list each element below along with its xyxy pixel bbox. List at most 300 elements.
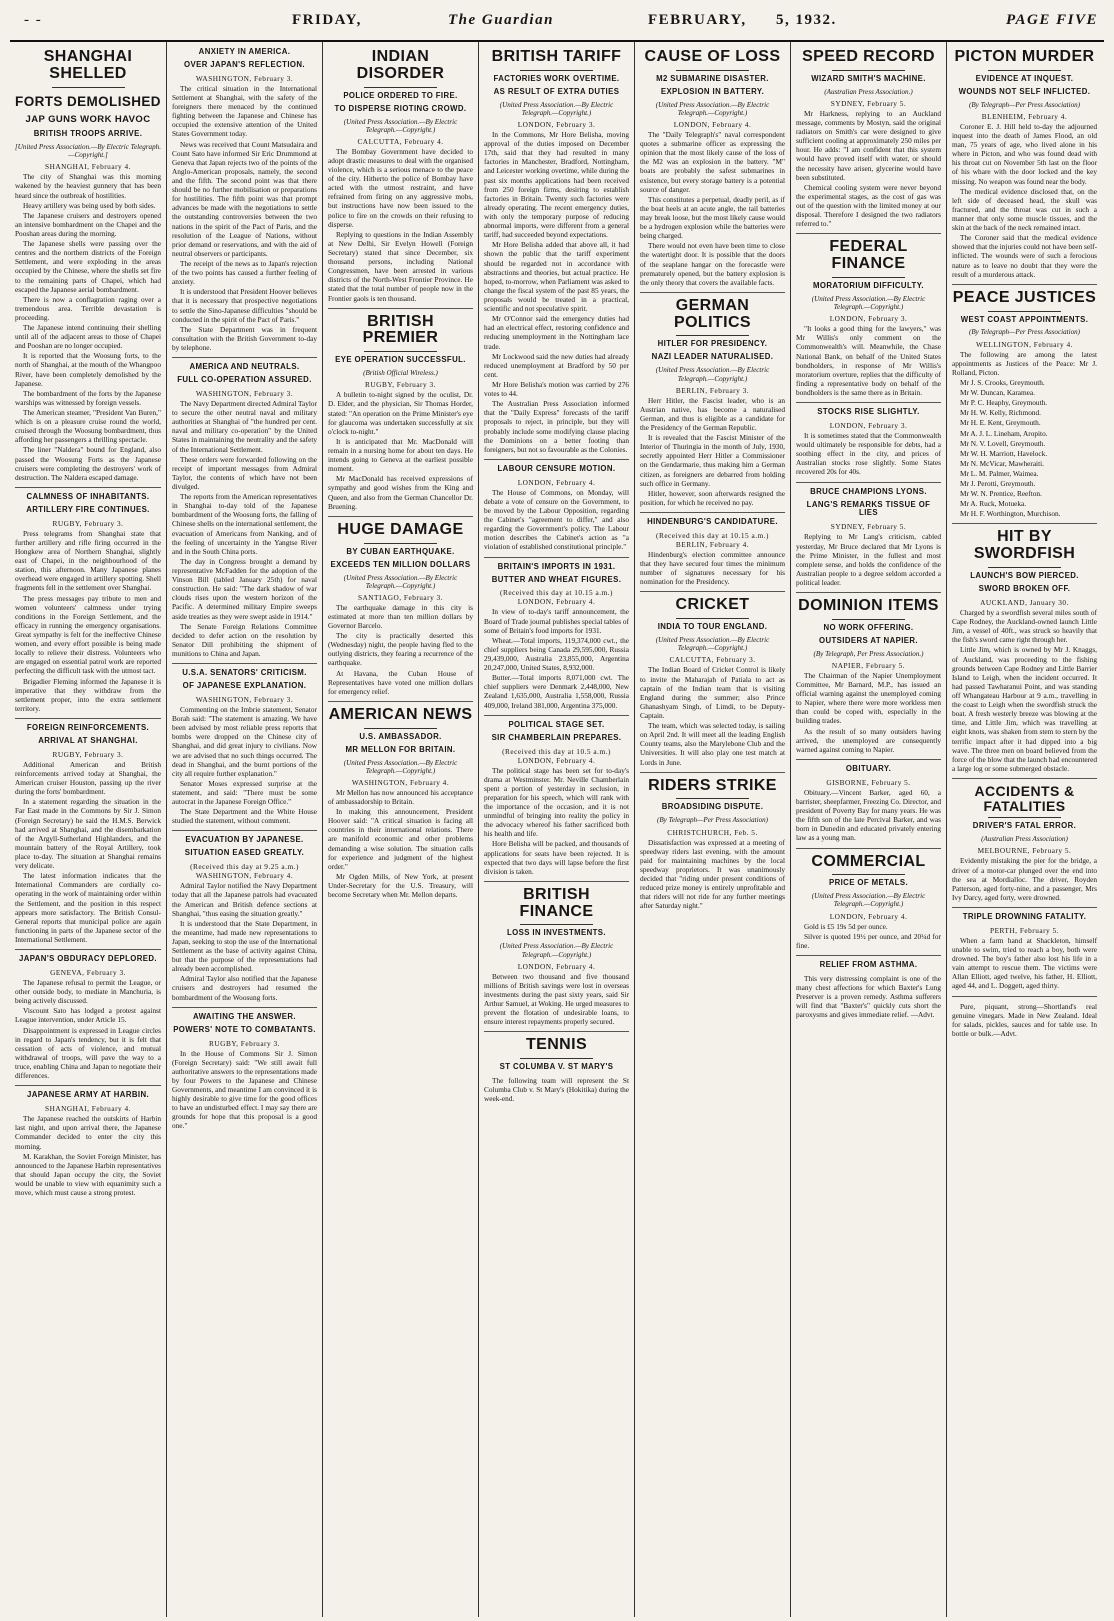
article-dateline: PERTH, February 5. bbox=[990, 925, 1059, 935]
article bbox=[172, 1013, 317, 1136]
article bbox=[796, 854, 941, 956]
article-paragraph: Mr W. H. Marriott, Havelock. bbox=[960, 448, 1048, 458]
article-subheading: M2 SUBMARINE DISASTER. bbox=[656, 73, 769, 83]
article-headline: PICTON MURDER bbox=[954, 48, 1095, 65]
article bbox=[484, 721, 629, 882]
article bbox=[796, 765, 941, 849]
headline-rule bbox=[364, 351, 437, 352]
article-paragraph: This very distressing complaint is one of the many chest affections for which Baxter's Lung Preserver is a proven remedy. Asthma sufferers will find that "Baxter's" quickly cuts short the paroxysms and gives immediate relief. —Advt. bbox=[796, 973, 941, 1020]
article-subheading: FULL CO-OPERATION ASSURED. bbox=[177, 375, 312, 385]
article-dateline: SANTIAGO, February 3. bbox=[357, 592, 444, 602]
article-subheading: STOCKS RISE SLIGHTLY. bbox=[817, 407, 920, 417]
article-paragraph: Mr Ogden Mills, of New York, at present Under-Secretary for the U.S. Treasury, will become Secretary when Mr. Mellon departs. bbox=[328, 871, 473, 900]
article-paragraph: A bulletin to-night signed by the oculist, Dr. D. Elder, and the physician, Sir Thomas Horder, stated: "An operation on the Prime Minister's eye for glaucoma was undertaken successfully at six o'clock to-night." bbox=[328, 390, 473, 436]
article-subheading: ARTILLERY FIRE CONTINUES. bbox=[26, 504, 150, 514]
article-credit: (By Telegraph—Per Press Association) bbox=[968, 328, 1081, 337]
article-paragraph: Mr H. W. Kelly, Richmond. bbox=[960, 408, 1042, 418]
headline-rule bbox=[832, 874, 905, 875]
article bbox=[796, 408, 941, 483]
article-subheading: WIZARD SMITH'S MACHINE. bbox=[811, 73, 926, 83]
article-paragraph: Press telegrams from Shanghai state that further artillery and rifle firing occurred in the Hongkew area of Northern Shanghai, slightly east of Chapei, in the neighbourhood of the station, this afternoon. Many Japanese planes overhead were engaged in artillery spotting. Shell fragments fell in the settlement over Shanghai. bbox=[15, 528, 161, 593]
article-headline: COMMERCIAL bbox=[811, 852, 926, 870]
article-headline: PEACE JUSTICES bbox=[952, 288, 1097, 306]
article-paragraph: Herr Hitler, the Fascist leader, who is an Austrian native, has become a naturalised German, and thus is eligible as a candidate for the Presidency of the German Republic. bbox=[640, 395, 785, 433]
article-subheading: LANG'S REMARKS TISSUE OF LIES bbox=[806, 499, 931, 518]
article bbox=[484, 563, 629, 716]
column-5 bbox=[634, 42, 790, 1617]
headline-rule bbox=[832, 277, 905, 278]
article-paragraph: The Japanese reached the outskirts of Harbin last night, and upon arrival there, the Japanese Commander decided to enter the city this morning. bbox=[15, 1114, 161, 1151]
article-subheading: ST COLUMBA V. ST MARY'S bbox=[499, 1062, 614, 1072]
article-subheading: EVACUATION BY JAPANESE. bbox=[185, 835, 304, 845]
column-7 bbox=[946, 42, 1102, 1617]
article-paragraph: In the House of Commons Sir J. Simon (Foreign Secretary) said: "We still await full authoritative answers to the representations made by four Powers to the Japanese and Chinese Governments, and meantime I am convinced it is highly desirable to give time for the good offices to have an undisturbed effect. I may say there are grounds for hope that this proposal is a good one." bbox=[172, 1048, 317, 1131]
article-paragraph: Mr J. S. Crooks, Greymouth. bbox=[960, 377, 1045, 387]
article-paragraph: The "Daily Telegraph's" naval correspondent quotes a submarine officer as expressing the opinion that the most likely cause of the loss of the M2 was an explosion in the battery. "M" boats are probably the safest submarines in existence, but every storage battery is a potential source of danger. bbox=[640, 130, 785, 194]
article-subheading: RELIEF FROM ASTHMA. bbox=[819, 959, 918, 969]
article bbox=[484, 887, 629, 1033]
article-paragraph: As the result of so many outsiders having arrived, the unemployed are consequently warned against coming to Napier. bbox=[796, 726, 941, 754]
article-paragraph: Commenting on the Imbrie statement, Senator Borah said: "The statement is amazing. We have been advised by most reliable press reports that bombs were dropped on the Chinese city of Shanghai, and did great injury to civilians. Now we are advised that no such things occurred. The dead in Shanghai, and the burnt portions of the city all require further explanation." bbox=[172, 704, 317, 778]
article-subheading: LABOUR CENSURE MOTION. bbox=[497, 463, 616, 473]
article-paragraph: Mr Harkness, replying to an Auckland message, comments by Mostyn, said the original radiators on Smith's car were designed to give sufficient cooling at approximately 250 miles per hour. He adds: "I am confident that this system would have proved itself with water, or should the necessity have arisen, glycerine would have been substituted. bbox=[796, 108, 941, 182]
article-paragraph: "It looks a good thing for the lawyers," was Mr Willis's only comment on the Commonwealth's will. Meanwhile, the Chase National Bank, on behalf of the United States bondholders, in response of Mr Willis's moratorium overture, replies that the difficulty of finding a representative body on behalf of the bondholders is the same there as in Britain. bbox=[796, 324, 941, 397]
article-paragraph: The Japanese shells were passing over the centres and the northern districts of the Foreign Settlement, and were exploding in the areas occupied by the Chinese, where the shells set fire to the remaining parts of Chapei, which had escaped the Japanese aerial bombardment. bbox=[15, 239, 161, 294]
article-credit: [United Press Association.—By Electric Telegraph.—Copyright.] bbox=[15, 142, 161, 160]
article-paragraph: It is reported that the Woosung forts, to the north of Shanghai, at the mouth of the Whangpoo River, have been completely demolished by the Japanese. bbox=[15, 351, 161, 388]
article-headline: HIT BY SWORDFISH bbox=[973, 528, 1076, 563]
article bbox=[328, 707, 473, 904]
article-paragraph: The Navy Department directed Admiral Taylor to secure the other neutral naval and military authorities at Shanghai of "the hundred per cent. naval and military co-operation" by the United States in maintaining the neutrality and the safety of the International Settlement. bbox=[172, 398, 317, 454]
article-dateline: CALCUTTA, February 3. bbox=[669, 655, 756, 665]
article-paragraph: Heavy artillery was being used by both sides. bbox=[23, 200, 156, 210]
article-paragraph: The city is practically deserted this (Wednesday) night, the people having fled to the outlying districts, they fearing a recurrence of the earthquake. bbox=[328, 631, 473, 668]
article-dateline: CALCUTTA, February 4. bbox=[357, 136, 444, 146]
article-credit: (United Press Association.—By Electric Telegraph.—Copyright.) bbox=[655, 100, 770, 117]
article-paragraph: The day in Congress brought a demand by representative McFadden for the adoption of the Vinson Bill (tabled January 25th) for naval construction. He said: "The dark shadow of war clouds rises upon the western horizon of the Pacific. A determined military Empire sweeps aside treaties as they were swept aside in 1914." bbox=[172, 556, 317, 621]
article-paragraph: Obituary.—Vincent Barker, aged 60, a barrister, sheepfarmer, Freezing Co. Director, and president of Poverty Bay for many years. He was the fifth son of the late Percival Barker, and was born in Dunedin and educated privately entering law as a young man. bbox=[796, 787, 941, 843]
article-subheading: AMERICA AND NEUTRALS. bbox=[189, 362, 300, 372]
article-paragraph: Disappointment is expressed in League circles in regard to Japan's tendency, but it is felt that cessation of acts of violence, and mutual withdrawal of troops, will pave the way to a truce, enabling China and Japan to negotiate their differences. bbox=[15, 1025, 161, 1081]
article-subheading: NO WORK OFFERING. bbox=[823, 622, 914, 632]
article-paragraph: Hitler, however, soon afterwards resigned the position, for which he received no pay. bbox=[640, 488, 785, 507]
article-paragraph: Wheat.—Total imports, 119,374,000 cwt., the chief suppliers being Canada 29,595,000, Russia 29,439,000, Australia 23,855,000, Argentina 20,247,000, United States, 8,932,000. bbox=[484, 635, 629, 673]
headline-rule bbox=[520, 70, 593, 71]
article-dateline: AUCKLAND, January 30. bbox=[980, 597, 1069, 607]
article-dateline: LONDON, February 3. bbox=[829, 314, 908, 324]
article-paragraph: The Coroner said that the medical evidence showed that the injuries could not have been self-inflicted. The wounds were of such a ferocious nature as to leave no doubt that they were the result of a murderous attack. bbox=[952, 233, 1097, 279]
article-headline: CRICKET bbox=[675, 596, 750, 614]
article bbox=[640, 778, 785, 916]
masthead-left-mark: - - bbox=[24, 12, 43, 28]
article-subheading: FORTS DEMOLISHED bbox=[15, 93, 161, 109]
article-paragraph: Gold is £5 19s 5d per ounce. bbox=[804, 921, 888, 931]
article bbox=[796, 598, 941, 760]
article-paragraph: Chemical cooling system were never beyond the experimental stages, as the cost of gas was out of the question with the limited money at our disposal. Therefore I designed the two radiators referred to." bbox=[796, 182, 941, 229]
article-paragraph: Brigadier Fleming informed the Japanese it is imperative that they withdraw from the settlement proper, into the extra settlement territory. bbox=[15, 676, 161, 713]
article-paragraph: Mr Hore Belisha added that above all, it had shown the public that the tariff experiment should be regarded not in accordance with abstractions and theories, but actual practice. He hoped, to-morrow, when Parliament was asked to change the fiscal system of the past 85 years, the proposals would be treated in a practical, scientific and not speculative spirit. bbox=[484, 240, 629, 314]
article-paragraph: The Japanese refusal to permit the League, or other outside body, to mediate in Manchuria, is being actively discussed. bbox=[15, 978, 161, 1006]
article-paragraph: Mr Mellon has now announced his acceptance of ambassadorship to Britain. bbox=[328, 787, 473, 807]
article-headline: FEDERAL FINANCE bbox=[829, 238, 908, 273]
article bbox=[328, 49, 473, 309]
headline-rule bbox=[520, 1058, 593, 1059]
article-paragraph: In view of to-day's tariff announcement, the Board of Trade journal publishes special tables of some of Britain's food imports for 1931. bbox=[484, 607, 629, 635]
article-paragraph: Mr W. N. Prentice, Reefton. bbox=[960, 489, 1042, 499]
masthead-paper-title: The Guardian bbox=[448, 12, 554, 28]
article-subheading: U.S.A. SENATORS' CRITICISM. bbox=[182, 668, 307, 678]
article-paragraph: Mr H. F. Worthington, Murchison. bbox=[960, 509, 1061, 519]
article-paragraph: The bombardment of the forts by the Japanese warships was witnessed by foreign vessels. bbox=[15, 388, 161, 407]
headline-rule bbox=[676, 70, 749, 71]
article-paragraph: Mr H. E. Kent, Greymouth. bbox=[960, 418, 1041, 428]
article-dateline: LONDON, February 4. bbox=[829, 911, 908, 921]
article-paragraph: Butter.—Total imports 8,071,000 cwt. The chief suppliers were Denmark 2,448,000, New Zealand 1,635,000, Australia 1,558,000, Russia 409,000, Ireland 381,000, Argentina 375,000. bbox=[484, 673, 629, 710]
article-dateline: SYDNEY, February 5. bbox=[830, 98, 907, 108]
article-dateline: RUGBY, February 3. bbox=[52, 518, 124, 528]
article bbox=[796, 49, 941, 234]
article-subheading: LAUNCH'S BOW PIERCED. bbox=[970, 571, 1079, 581]
masthead bbox=[10, 0, 1104, 42]
article-paragraph: Silver is quoted 19½ per ounce, and 20¼d for fine. bbox=[796, 931, 941, 950]
article-dateline: LONDON, February 3. bbox=[829, 421, 908, 431]
article-dateline: GENEVA, February 3. bbox=[50, 968, 126, 978]
article bbox=[640, 49, 785, 293]
article-dateline: CHRISTCHURCH, Feb. 5. bbox=[667, 827, 758, 837]
article bbox=[172, 669, 317, 831]
article-paragraph: The American steamer, "President Van Buren," which is on a pleasure cruise round the world, cruised through the Woosung bombardment, thus affording her passengers a thrilling spectacle. bbox=[15, 408, 161, 445]
article-paragraph: Mr W. Duncan, Karamea. bbox=[960, 388, 1035, 398]
article-paragraph: Dissatisfaction was expressed at a meeting of speedway riders last evening, with the amount paid for maintaining machines by the local speedway proprietors. It was unanimously decided that "riding under present conditions of reduced prize money is entirely unprofitable and that riders will not ride for any further meetings after Saturday night." bbox=[640, 837, 785, 911]
headline-rule bbox=[364, 728, 437, 729]
headline-rule bbox=[520, 924, 593, 925]
article-paragraph: Charged by a swordfish several miles south of Cape Rodney, the Auckland-owned launch Little Jim, a vessel of 40ft., was struck so heavily that the fish's sword came right through her. bbox=[952, 607, 1097, 645]
article bbox=[640, 298, 785, 513]
article-paragraph: Hindenburg's election committee announce that they have secured four times the minimum number of signatures necessary for his nomination for the Presidency. bbox=[640, 549, 785, 587]
article-paragraph: The latest information indicates that the International Commanders are cordially co-operating in the work of maintaining order within the Settlement, and the position in this respect appears more satisfactory. The British Consul-General reports that municipal police are again functioning in parts of the Japanese sector of the International Settlement. bbox=[15, 871, 161, 944]
article-headline: HUGE DAMAGE bbox=[337, 520, 464, 538]
article-paragraph: The critical situation in the International Settlement at Shanghai, with the safety of the foreigners there menaced by the continued fighting between the Japanese and Chinese has occupied the extensive attention of the United States Government today. bbox=[172, 83, 317, 139]
article-headline: AMERICAN NEWS bbox=[328, 705, 473, 723]
article bbox=[952, 529, 1097, 778]
masthead-month: FEBRUARY, bbox=[648, 12, 747, 28]
article bbox=[796, 239, 941, 403]
article-paragraph: The team, which was selected today, is sailing on April 2nd. It will meet all the leading English County teams, also the Marylebone Club and the Universities. It will also play one test match at Lords in June. bbox=[640, 721, 785, 767]
article-paragraph: It is sometimes stated that the Commonwealth would ultimately be responsible for debts, had a soothing effect in the city, and prices of Australian stocks rose slightly. Some States recovered 20s for 40s. bbox=[796, 431, 941, 477]
article bbox=[15, 493, 161, 719]
article-paragraph: Evidently mistaking the pier for the bridge, a driver of a motor-car plunged over the end into the sea at Mordialloc. The driver, Royden Patterson, aged forty-nine, and a passenger, Mrs Ivy Darcy, aged forty, were drowned. bbox=[952, 856, 1097, 902]
article-dateline: LONDON, February 4. bbox=[517, 477, 596, 487]
headline-rule bbox=[676, 618, 749, 619]
article-subheading: NAZI LEADER NATURALISED. bbox=[651, 352, 774, 362]
article-credit: (By Telegraph—Per Press Association) bbox=[656, 816, 769, 825]
article-credit: (United Press Association.—By Electric Telegraph.—Copyright.) bbox=[343, 117, 458, 134]
article-subheading: PRICE OF METALS. bbox=[828, 878, 909, 888]
article-paragraph: Mr O'Connor said the emergency duties had had an electrical effect, restoring confidence and reducing unemployment in the Nottingham lace trade. bbox=[484, 314, 629, 351]
article-headline: BRITISH TARIFF bbox=[491, 48, 622, 65]
article-subheading: TRIPLE DROWNING FATALITY. bbox=[962, 911, 1087, 921]
article-dateline: BERLIN, February 3. bbox=[675, 385, 750, 395]
headline-rule bbox=[988, 567, 1061, 568]
article-dateline: RUGBY, February 3. bbox=[365, 380, 436, 390]
article-paragraph: The following are among the latest appointments as Justices of the Peace: Mr J. Rolland, Picton. bbox=[952, 349, 1097, 377]
article-subheading: OBITUARY. bbox=[845, 763, 892, 773]
article-subheading: BY CUBAN EARTHQUAKE. bbox=[346, 546, 455, 556]
column-6 bbox=[790, 42, 946, 1617]
article-paragraph: Mr P. C. Heaphy, Greymouth. bbox=[960, 398, 1048, 408]
article-headline: GERMAN POLITICS bbox=[674, 296, 751, 331]
article-subheading: MR MELLON FOR BRITAIN. bbox=[345, 744, 456, 754]
article-paragraph: The State Department and the White House studied the statement, without comment. bbox=[172, 807, 317, 826]
article-paragraph: This constitutes a perpetual, deadly peril, as if the boat heels at an acute angle, the tail batteries may break loose, but the most likely cause would be a hydrogen explosion while the batteries were being charged. bbox=[640, 194, 785, 241]
article-subheading: EVIDENCE AT INQUEST. bbox=[975, 73, 1074, 83]
article-paragraph: These orders were forwarded following on the receipt of important messages from Admiral Taylor, the contents of which have not been divulged. bbox=[172, 454, 317, 491]
article-paragraph: The earthquake damage in this city is estimated at more than ten million dollars by Governor Barcelo. bbox=[328, 602, 473, 631]
article-paragraph: In the Commons, Mr Hore Belisha, moving approval of the duties imposed on December 17th, said that they had resulted in many factories in Manchester, Bradford, Nottingham, and Leicester working overtime, while during the past six months applications had been received from 250 foreign firms, desiring to establish factories in Britain. Twenty such factories were already operating. The recent emergency duties, with only the temporary purpose of reducing abnormal imports, were different from a general tariff, had succeeded beyond expectations. bbox=[484, 130, 629, 240]
article bbox=[172, 836, 317, 1007]
headline-rule bbox=[52, 87, 125, 88]
headline-rule bbox=[832, 619, 905, 620]
article-credit: (United Press Association.—By Electric Telegraph.—Copyright.) bbox=[655, 636, 770, 653]
article-paragraph: In making this announcement, President Hoover said: "A critical situation is facing all countries in their international relations. There are manifold economic and other problems demanding a wise solution. The situation calls for experience and judgment of the highest order." bbox=[328, 807, 473, 871]
article-paragraph: Mr L. M. Palmer, Waimea. bbox=[960, 468, 1039, 478]
article-headline: INDIAN DISORDER bbox=[356, 48, 445, 82]
article-paragraph: Mr A. Ruck, Motueka. bbox=[960, 499, 1027, 509]
article-paragraph: Replying to Mr Lang's criticism, cabled yesterday, Mr Bruce declared that Mr Lyons is the Prime Minister, in the fullest and most complete sense, and holds the confidence of the Australian people to a degree seldom accorded a political leader. bbox=[796, 532, 941, 587]
article-credit: (United Press Association.—By Electric Telegraph.—Copyright.) bbox=[811, 892, 926, 909]
article-headline: BRITISH FINANCE bbox=[519, 885, 594, 920]
article-credit: (Australian Press Association.) bbox=[824, 87, 913, 96]
article-subheading: DRIVER'S FATAL ERROR. bbox=[972, 821, 1077, 831]
article-paragraph: Mr N. McVicar, Mawheraiti. bbox=[960, 458, 1044, 468]
article-paragraph: Viscount Sato has lodged a protest against League intervention, under Article 15. bbox=[15, 1006, 161, 1025]
article-paragraph: Between two thousand and five thousand millions of British savings were lost in overseas investments during the past sixty years, said Sir Arthur Samuel, at Woking. He urged measures to prevent the flotation of undesirable loans, to ensure interest repayments properly secured. bbox=[484, 971, 629, 1027]
column-2 bbox=[166, 42, 322, 1617]
article bbox=[952, 1002, 1097, 1043]
article-headline: ACCIDENTS & FATALITIES bbox=[974, 782, 1075, 814]
article bbox=[15, 49, 161, 488]
headline-rule bbox=[676, 798, 749, 799]
article-credit: (Australian Press Association) bbox=[981, 835, 1068, 844]
article-dateline: LONDON, February 4. bbox=[673, 120, 752, 130]
article-subheading: BRUCE CHAMPIONS LYONS. bbox=[810, 486, 927, 496]
masthead-day: FRIDAY, bbox=[292, 12, 362, 28]
article-subheading: BRITAIN'S IMPORTS IN 1931. bbox=[497, 561, 616, 571]
article-dateline: MELBOURNE, February 5. bbox=[977, 846, 1072, 856]
article-paragraph: Little Jim, which is owned by Mr J. Knaggs, of Auckland, was proceeding to the fishing grounds between Cape Rodney and Little Barrier Island to Leigh, when the incident occurred. It had passed Tawharanui Point, and was standing off Whangateau Harbour at 9 a.m., travelling in the coast to Leigh when the swordfish struck the boat. A fresh westerly breeze was blowing at the time, and Little Jim, which was travelling at eight knots, was shaken from stem to stern by the terrific impact after it had dipped into a big wave. The three men on board believed from the force of the blow that the launch had encountered a large log or some submerged obstacle. bbox=[952, 645, 1097, 773]
article-paragraph: The following team will represent the St Columba Club v. St Mary's (Hokitika) during the week-end. bbox=[484, 1076, 629, 1104]
article bbox=[796, 488, 941, 594]
article-headline: SPEED RECORD bbox=[802, 48, 935, 65]
article-subheading: JAPAN'S OBDURACY DEPLORED. bbox=[18, 954, 158, 964]
article-paragraph: Mr J. Perotti, Greymouth. bbox=[960, 479, 1036, 489]
article-paragraph: Hore Belisha will be packed, and thousands of applications for seats have been rejected. It is expected that two days will lapse before the first division is taken. bbox=[484, 839, 629, 876]
masthead-page-number: PAGE FIVE bbox=[1006, 12, 1098, 28]
article-dateline: WASHINGTON, February 3. bbox=[195, 694, 294, 704]
article-subheading: SITUATION EASED GREATLY. bbox=[184, 848, 305, 858]
article-dateline: SHANGHAI, February 4. bbox=[45, 1104, 131, 1114]
article-headline: BRITISH PREMIER bbox=[362, 312, 439, 347]
article-subheading: EXCEEDS TEN MILLION DOLLARS bbox=[330, 559, 471, 569]
article-dateline: WASHINGTON, February 3. bbox=[195, 388, 294, 398]
article-dateline: SYDNEY, February 5. bbox=[830, 522, 907, 532]
article bbox=[15, 724, 161, 950]
article bbox=[484, 465, 629, 558]
article-paragraph: The Chairman of the Napier Unemployment Committee, Mr Barnard, M.P., has issued an official warning against the unemployed coming to Napier, where there were more workless men than could be coped with, especially in the building trades. bbox=[796, 670, 941, 726]
article bbox=[484, 49, 629, 460]
article-paragraph: The reports from the American representatives in Shanghai to-day told of the Japanese bombardment of the Woosung forts, the falling of Chinese shells on the international settlement, the evacuation of Americans from Nanking, and of the feeling of uncertainty in the Yangtse River and in the South China ports. bbox=[172, 492, 317, 556]
column-3 bbox=[322, 42, 478, 1617]
article-subheading: MORATORIUM DIFFICULTY. bbox=[812, 280, 924, 290]
article-paragraph: The city of Shanghai was this morning wakened by the heaviest gunnery that has been heard since the outbreak of hostilities. bbox=[15, 172, 161, 200]
article-subheading: EXPLOSION IN BATTERY. bbox=[660, 86, 765, 96]
article-paragraph: The press messages pay tribute to men and women volunteers' calmness under trying conditions in the Foreign Settlement, and the efficacy in running the emergency organisations. Great sympathy is felt for the ineffective Chinese women, and every effort possible is being made locally to relieve their distress. Volunteers who are engaged on essential patrol work are reported perfecting the difficult task with the utmost tact. bbox=[15, 593, 161, 676]
article-dateline: (Received this day at 10.15 a.m.) BERLIN, February 4. bbox=[656, 530, 769, 549]
article-subheading: POLICE ORDERED TO FIRE. bbox=[343, 90, 458, 100]
article-dateline: GISBORNE, February 5. bbox=[826, 777, 911, 787]
article-paragraph: Replying to questions in the Indian Assembly at New Delhi, Sir Evelyn Howell (Foreign Secretary) stated that since December, six thousand persons, including National Congressmen, have been arrested in various districts of the North-West Frontier Province. He stated that the total number of people now in the Frontier gaols is ten thousand. bbox=[328, 229, 473, 303]
column-4 bbox=[478, 42, 634, 1617]
article-paragraph: The House of Commons, on Monday, will debate a vote of censure on the Government, to be moved by the Labour Opposition, regarding the Cabinet's "agreement to differ," and also regarding the Government's policy. The Labour motion describes the Cabinet's action as "a violation of established constitutional principle." bbox=[484, 487, 629, 552]
article-credit: (United Press Association.—By Electric Telegraph.—Copyright.) bbox=[499, 100, 614, 117]
article-dateline: NAPIER, February 5. bbox=[831, 660, 906, 670]
article bbox=[640, 597, 785, 772]
article-subheading: POWERS' NOTE TO COMBATANTS. bbox=[173, 1024, 316, 1034]
article-subheading: WOUNDS NOT SELF INFLICTED. bbox=[958, 86, 1091, 96]
article-subheading: LOSS IN INVESTMENTS. bbox=[507, 928, 606, 938]
article-paragraph: The Australian Press Association informed that the "Daily Express" forecasts of the tariff proposals to reject, in principle, but they will probably include some modifying clause placing the Dominions on a better footing than foreigners, but not so favourable as the Colonies. bbox=[484, 399, 629, 454]
article-subheading: HINDENBURG'S CANDIDATURE. bbox=[647, 517, 778, 526]
headline-rule bbox=[988, 70, 1061, 71]
article-paragraph: The Bombay Government have decided to adopt drastic measures to deal with the organised violence, which is a serious menace to the peace of the city. Hitherto the police of Bombay have acted with the utmost restraint, and have refrained from firing on any aggressive mobs, but instructions have now been issued to the police to fire on the crowds on their refusing to disperse. bbox=[328, 146, 473, 229]
article-paragraph: Coroner E. J. Hill held to-day the adjourned inquest into the death of James Flood, an old man, 75 years of age, who lived alone in his where in Picton, and who was found dead with his throat cut on November 5th last on the floor of his whare with the door locked and the key missing. No weapon was found near the body. bbox=[952, 121, 1097, 186]
article-subheading: POLITICAL STAGE SET. bbox=[508, 719, 605, 729]
article-dateline: WASHINGTON, February 4. bbox=[351, 777, 450, 787]
article-subheading: SWORD BROKEN OFF. bbox=[978, 584, 1071, 594]
article bbox=[952, 49, 1097, 285]
article-subheading: ANXIETY IN AMERICA. bbox=[198, 47, 291, 56]
headline-rule bbox=[364, 543, 437, 544]
article-paragraph: The State Department was in frequent consultation with the British Government to-day by telephone. bbox=[172, 324, 317, 352]
article-paragraph: In a statement regarding the situation in the Far East made in the Commons by Sir J. Simon (Foreign Secretary) he said the H.M.S. Berwick had arrived at Shanghai, and the disembarkation of the Argyll-Sutherland Highlanders, and the mountain battery of the Royal Artillery, took place to-day. The situation at Shanghai remains very delicate. bbox=[15, 797, 161, 871]
article-dateline: SHANGHAI, February 4. bbox=[45, 162, 131, 172]
headline-rule bbox=[676, 335, 749, 336]
headline-rule bbox=[364, 87, 437, 88]
article-paragraph: When a farm hand at Shackleton, himself unable to swim, tried to reach a boy, both were drowned. The boy's father also lost his life in a vain attempt to rescue them. The victims were Allan Elliott, aged twelve, his father, H. Elliott, aged 44, and L. Doggett, aged thirty. bbox=[952, 935, 1097, 991]
article bbox=[172, 48, 317, 358]
article-paragraph: There is now a conflagration raging over a tremendous area. Terrible devastation is proceeding. bbox=[15, 294, 161, 322]
article-paragraph: There would not even have been time to close the watertight door. It is possible that the doors of the seaplane hangar on the forecastle were prematurely opened, but the battery explosion is the only theory that covers the available facts. bbox=[640, 241, 785, 287]
article-subheading: OVER JAPAN'S REFLECTION. bbox=[184, 59, 305, 69]
article-dateline: (Received this day at 9.25 a.m.) WASHINGTON, February 4. bbox=[190, 862, 299, 881]
article-paragraph: The Japanese cruisers and destroyers opened an intensive bombardment on the Chapei and the Pooshan areas during the morning. bbox=[15, 210, 161, 238]
article-paragraph: The Japanese intend continuing their shelling until all of the adjacent areas to those of Chapei and Pooshan are no longer occupied. bbox=[15, 323, 161, 351]
article-credit: (United Press Association.—By Electric Telegraph.—Copyright.) bbox=[343, 573, 458, 590]
article-paragraph: Additional American and British reinforcements arrived today at Shanghai, the American cruiser Houston, passing up the river during the forts' bombardment. bbox=[15, 759, 161, 797]
article-headline: RIDERS STRIKE bbox=[648, 776, 777, 794]
article-subheading: EYE OPERATION SUCCESSFUL. bbox=[335, 355, 466, 365]
article bbox=[640, 518, 785, 592]
article-paragraph: The medical evidence disclosed that, on the left side of deceased head, the skull was fractured, and the throat was cut in such a manner that only some muscle tissues, and the skin at the back of the neck remained intact. bbox=[952, 186, 1097, 233]
article-paragraph: It is understood that President Hoover believes that it is necessary that prospective negotiations to settle the Sino-Japanese difficulties "should be conducted in the spirit of the Pact of Paris." bbox=[172, 287, 317, 324]
article-credit: (By Telegraph—Per Press Association) bbox=[968, 100, 1081, 109]
article-dateline: RUGBY, February 3. bbox=[209, 1038, 280, 1048]
columns bbox=[10, 42, 1104, 1617]
article-paragraph: At Havana, the Cuban House of Representatives have voted one million dollars for emergency relief. bbox=[328, 668, 473, 696]
article-paragraph: It is anticipated that Mr. MacDonald will remain in a nursing home for about ten days. He intends going to Geneva at the earliest possible moment. bbox=[328, 436, 473, 474]
article-paragraph: Pure, piquant, strong—Shortland's real genuine vinegars. Made in New Zealand. Ideal for salads, pickles, sauces and for table use. In bottle or bulk.—Advt. bbox=[952, 1001, 1097, 1038]
article-dateline: LONDON, February 3. bbox=[517, 120, 596, 130]
article-subheading: HITLER FOR PRESIDENCY. bbox=[657, 339, 768, 349]
article bbox=[952, 784, 1097, 908]
article-credit: (By Telegraph, Per Press Association.) bbox=[813, 649, 924, 658]
article-paragraph: M. Karakhan, the Soviet Foreign Minister, has announced to the Japanese Harbin representatives that should Japan occupy the city, the Soviet would be unable to view with equanimity such a move, which must cause a strong protest. bbox=[15, 1151, 161, 1198]
headline-rule bbox=[988, 311, 1061, 312]
article-paragraph: The liner "Naldera" bound for England, also passed the Woosung Forts as the Japanese cruisers were completing the destroyers' work of destruction. The Naldera escaped damage. bbox=[15, 445, 161, 482]
article-subheading: FOREIGN REINFORCEMENTS. bbox=[26, 723, 150, 732]
article-subheading: OF JAPANESE EXPLANATION. bbox=[182, 681, 307, 690]
article-subheading: ARRIVAL AT SHANGHAI. bbox=[38, 735, 138, 745]
article-dateline: WASHINGTON, February 3. bbox=[195, 73, 294, 83]
article-subheading: WEST COAST APPOINTMENTS. bbox=[960, 314, 1089, 324]
article-paragraph: Admiral Taylor also notified that the Japanese cruisers and destroyers had resumed the bombardment of the Woosung forts. bbox=[172, 974, 317, 1002]
article bbox=[15, 1091, 161, 1202]
article-credit: (United Press Association.—By Electric Telegraph.—Copyright.) bbox=[811, 294, 926, 312]
article-dateline: LONDON, February 4. bbox=[517, 961, 596, 971]
article bbox=[328, 314, 473, 517]
article-subheading: CALMNESS OF INHABITANTS. bbox=[26, 491, 150, 501]
article-subheading: FACTORIES WORK OVERTIME. bbox=[493, 73, 620, 83]
article-subheading: JAP GUNS WORK HAVOC bbox=[25, 114, 151, 126]
article-subheading: OUTSIDERS AT NAPIER. bbox=[819, 635, 918, 645]
article-paragraph: Mr MacDonald has received expressions of sympathy and good wishes from the King and Queen, and also from the German Chancellor Dr. Bruening. bbox=[328, 474, 473, 511]
article-subheading: AWAITING THE ANSWER. bbox=[192, 1011, 296, 1021]
article-headline: SHANGHAI SHELLED bbox=[43, 48, 133, 82]
article-subheading: BRITISH TROOPS ARRIVE. bbox=[33, 129, 143, 139]
article bbox=[484, 1037, 629, 1108]
article bbox=[328, 522, 473, 702]
article-paragraph: The Senate Foreign Relations Committee decided to defer action on the resolution by Senator Dill prohibiting the shipment of munitions to China and Japan. bbox=[172, 621, 317, 658]
article-paragraph: Admiral Taylor notified the Navy Department today that all the Japanese patrols had evacuated the American and British defence sections at Shanghai, "thus easing the situation greatly." bbox=[172, 881, 317, 918]
article-subheading: INDIA TO TOUR ENGLAND. bbox=[657, 622, 768, 632]
article bbox=[172, 363, 317, 664]
headline-rule bbox=[832, 70, 905, 71]
article-subheading: BROADSIDING DISPUTE. bbox=[661, 802, 764, 812]
article-subheading: SIR CHAMBERLAIN PREPARES. bbox=[491, 732, 622, 742]
masthead-date: 5, 1932. bbox=[776, 12, 837, 28]
article-credit: (United Press Association.—By Electric Telegraph.—Copyright.) bbox=[343, 758, 458, 775]
article-paragraph: News was received that Count Matsudaira and Count Sato have informed Sir Eric Drummond at Geneva that Japan rejects two of the points of the Anglo-American proposals, namely, the second and the fifth. The second point was that there should be no further mobilisation or preparations for hostilities. The fifth point was that prompt advances be made with the negotiations to settle the outstanding controversies between the two nations in the spirit of the Pact of Paris, and the resolution of the League of Nations, without prior demand or reservations, and with the aid of neutral observers or participants. bbox=[172, 139, 317, 258]
article-credit: (United Press Association.—By Electric Telegraph.—Copyright.) bbox=[499, 942, 614, 959]
article-paragraph: Mr Hore Belisha's motion was carried by 276 votes to 44. bbox=[484, 379, 629, 399]
article-headline: CAUSE OF LOSS bbox=[644, 48, 781, 65]
headline-rule bbox=[988, 817, 1061, 818]
article-paragraph: Mr Lockwood said the new duties had already reduced unemployment at Bradford by 50 per cent. bbox=[484, 351, 629, 379]
article-paragraph: Mr N. V. Lovell, Greymouth. bbox=[960, 438, 1046, 448]
column-1 bbox=[10, 42, 166, 1617]
article-subheading: U.S. AMBASSADOR. bbox=[359, 731, 442, 741]
article-dateline: RUGBY, February 3. bbox=[52, 749, 124, 759]
article bbox=[952, 290, 1097, 525]
article-headline: DOMINION ITEMS bbox=[798, 597, 939, 615]
article-credit: (United Press Association.—By Electric Telegraph.—Copyright.) bbox=[655, 366, 770, 383]
article-dateline: (Received this day at 10.15 a.m.) LONDON, February 4. bbox=[500, 588, 613, 607]
article bbox=[15, 955, 161, 1086]
article bbox=[796, 961, 941, 1025]
article-paragraph: It is understood that the State Department, in the meantime, had made new representations to Japan, seeking to stop the use of the International Settlement as the base of activity against China, but that the purpose of the representations had already been accomplished. bbox=[172, 918, 317, 974]
article-dateline: (Received this day at 10.5 a.m.) LONDON, February 4. bbox=[502, 746, 611, 765]
article-paragraph: It is revealed that the Fascist Minister of the Interior of Thuringia in the month of July, 1930, secretly appointed Herr Hitler a Commissioner on the Gendarmarie, thus making him a German citizen, as foreigners are debarred from holding such office in Germany. bbox=[640, 433, 785, 488]
